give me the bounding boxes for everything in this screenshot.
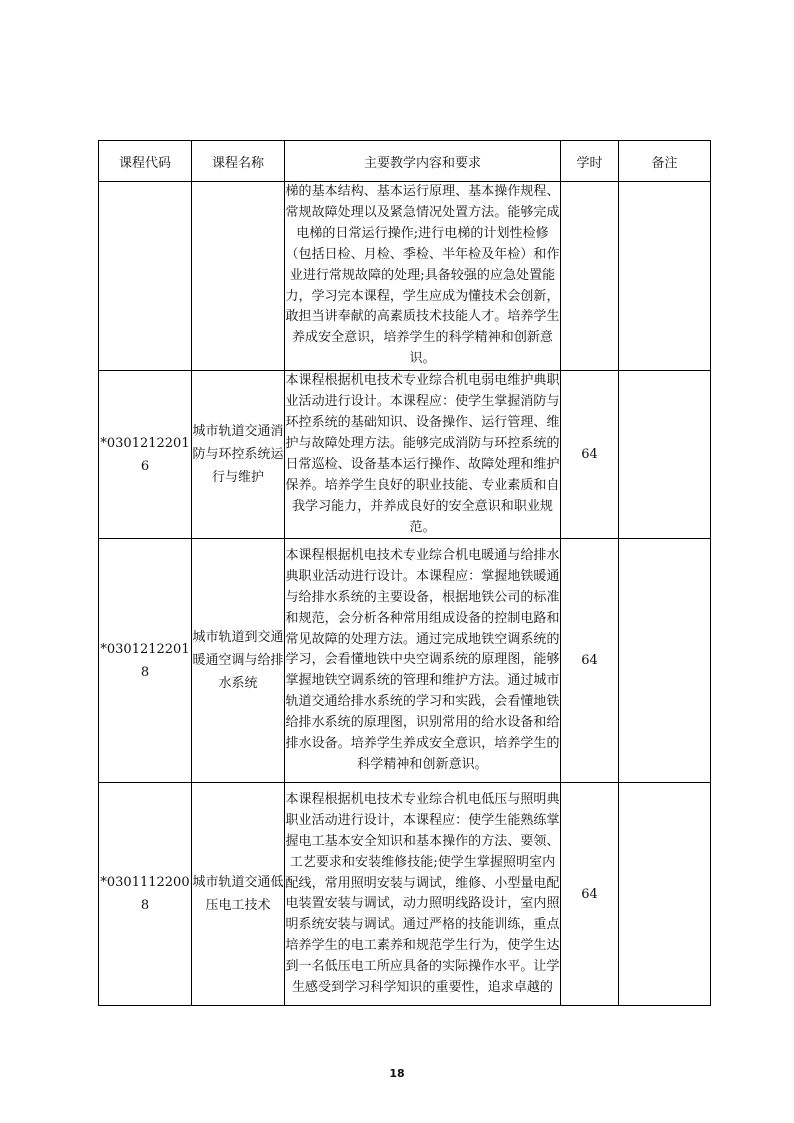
- class-hours-cell: [561, 182, 619, 371]
- table-row: [99, 539, 711, 783]
- course-name-cell: 城市轨道交通消防与环控系统运行与维护: [192, 371, 285, 539]
- page-number: 18: [389, 1067, 405, 1080]
- class-hours-cell: 64: [561, 539, 619, 783]
- course-name-cell: 城市轨道到交通暖通空调与给排水系统: [192, 539, 285, 783]
- course-table: [98, 140, 711, 1006]
- notes-cell: [619, 182, 711, 371]
- notes-cell: [619, 783, 711, 1006]
- header-class-hours: 学时: [561, 141, 619, 182]
- course-code-cell: [99, 182, 192, 371]
- course-content-cell: 本课程根据机电技术专业综合机电低压与照明典职业活动进行设计，本课程应：使学生能熟练掌握电工基本安全知识和基本操作的方法、要领、工艺要求和安装维修技能;使学生掌握照明室内配线，常用照明安装与调试，维修、小型量电配电装置安装与调试，动力照明线路设计，室内照明系统安装与调试。通过严格的技能训练，重点培养学生的电工素养和规范学生行为，使学生达到一名低压电工所应具备的实际操作水平。让学生感受到学习科学知识的重要性，追求卓越的: [285, 783, 561, 1006]
- course-code-cell: *03012122018: [99, 539, 192, 783]
- course-content-cell: 本课程根据机电技术专业综合机电弱电维护典职业活动进行设计。本课程应：使学生掌握消防与环控系统的基础知识、设备操作、运行管理、维护与故障处理方法。能够完成消防与环控系统的日常巡检、设备基本运行操作、故障处理和维护保养。培养学生良好的职业技能、专业素质和自我学习能力，并养成良好的安全意识和职业规范。: [285, 371, 561, 539]
- course-content-cell: 本课程根据机电技术专业综合机电暖通与给排水典职业活动进行设计。本课程应：掌握地铁暖通与给排水系统的主要设备，根据地铁公司的标准和规范，会分析各种常用组成设备的控制电路和常见故障的处理方法。通过完成地铁空调系统的学习，会看懂地铁中央空调系统的原理图，能够掌握地铁空调系统的管理和维护方法。通过城市轨道交通给排水系统的学习和实践，会看懂地铁给排水系统的原理图，识别常用的给水设备和给排水设备。培养学生养成安全意识，培养学生的科学精神和创新意识。: [285, 539, 561, 783]
- course-code-cell: *03011122008: [99, 783, 192, 1006]
- notes-cell: [619, 371, 711, 539]
- table-header-row: [99, 141, 711, 182]
- notes-cell: [619, 539, 711, 783]
- course-code-cell: *03012122016: [99, 371, 192, 539]
- table-row: [99, 371, 711, 539]
- course-name-cell: [192, 182, 285, 371]
- class-hours-cell: 64: [561, 783, 619, 1006]
- header-teaching-content: 主要教学内容和要求: [285, 141, 561, 182]
- table-row: [99, 182, 711, 371]
- course-name-cell: 城市轨道交通低压电工技术: [192, 783, 285, 1006]
- header-course-name: 课程名称: [192, 141, 285, 182]
- class-hours-cell: 64: [561, 371, 619, 539]
- header-course-code: 课程代码: [99, 141, 192, 182]
- course-content-cell: 梯的基本结构、基本运行原理、基本操作规程、常规故障处理以及紧急情况处置方法。能够完成电梯的日常运行操作;进行电梯的计划性检修（包括日检、月检、季检、半年检及年检）和作业进行常规故障的处理;具备较强的应急处置能力，学习完本课程，学生应成为懂技术会创新，敢担当讲奉献的高素质技术技能人才。培养学生养成安全意识，培养学生的科学精神和创新意识。: [285, 182, 561, 371]
- header-notes: 备注: [619, 141, 711, 182]
- table-row: [99, 783, 711, 1006]
